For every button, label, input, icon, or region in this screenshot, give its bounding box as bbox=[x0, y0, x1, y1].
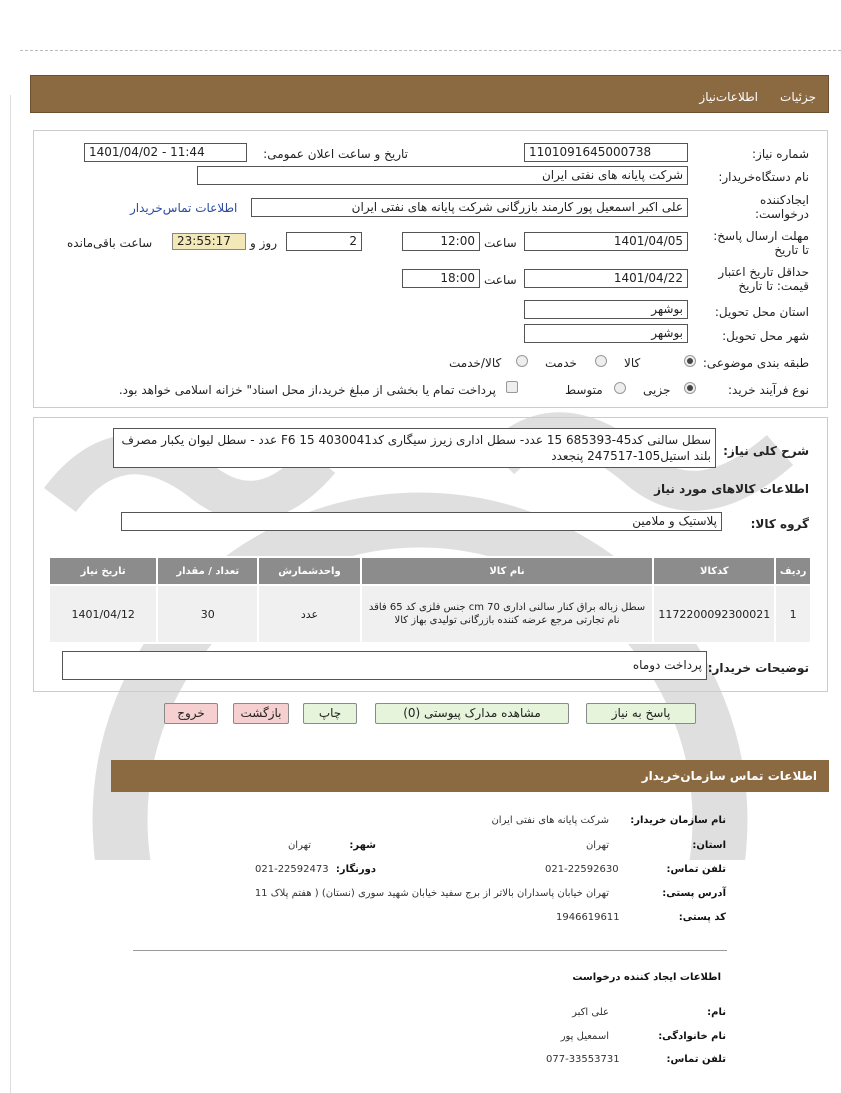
goods-table bbox=[48, 556, 812, 644]
validity-time-label: ساعت bbox=[484, 273, 517, 287]
creator-field: علی اکبر اسمعیل پور کارمند بازرگانی شرکت پایانه های نفتی ایران bbox=[251, 198, 688, 217]
reply-button[interactable]: پاسخ به نیاز bbox=[586, 703, 696, 724]
table-row bbox=[49, 585, 811, 643]
goods-info-title: اطلاعات کالاهای مورد نیاز bbox=[654, 482, 809, 496]
category-label: طبقه بندی موضوعی: bbox=[702, 356, 809, 370]
tab-details[interactable]: جزئیات bbox=[780, 90, 816, 104]
col-name: نام کالا bbox=[361, 557, 654, 585]
general-desc-label: شرح کلی نیاز: bbox=[723, 444, 809, 458]
creator-family-label: نام خانوادگی: bbox=[658, 1031, 726, 1042]
creator-label: ایجادکننده درخواست: bbox=[755, 193, 809, 221]
need-number-field: 1101091645000738 bbox=[524, 143, 688, 162]
back-button[interactable]: بازگشت bbox=[233, 703, 289, 724]
org-field: شرکت پایانه های نفتی ایران bbox=[197, 166, 688, 185]
category-service-radio[interactable] bbox=[595, 355, 607, 367]
exit-button[interactable]: خروج bbox=[164, 703, 218, 724]
process-partial-radio[interactable] bbox=[684, 382, 696, 394]
treasury-payment-checkbox[interactable] bbox=[506, 381, 518, 393]
province-label: استان محل تحویل: bbox=[714, 305, 809, 319]
process-label: نوع فرآیند خرید: bbox=[728, 383, 809, 397]
category-goods-radio[interactable] bbox=[684, 355, 696, 367]
contact-phone-label: تلفن تماس: bbox=[666, 864, 726, 875]
print-button[interactable]: چاپ bbox=[303, 703, 357, 724]
contact-org: شرکت پایانه های نفتی ایران bbox=[491, 815, 609, 826]
validity-label: حداقل تاریخ اعتبار قیمت: تا تاریخ bbox=[718, 265, 809, 293]
province-field: بوشهر bbox=[524, 300, 688, 319]
cell-row: 1 bbox=[775, 585, 811, 643]
creator-info-title: اطلاعات ایجاد کننده درخواست bbox=[572, 972, 721, 983]
creator-name-label: نام: bbox=[707, 1007, 726, 1018]
contact-header-title: اطلاعات تماس سازمان‌خریدار bbox=[641, 769, 817, 783]
category-both-label: کالا/خدمت bbox=[449, 356, 502, 370]
contact-city-label: شهر: bbox=[349, 840, 376, 851]
process-partial-label: جزیی bbox=[643, 383, 671, 397]
contact-org-label: نام سازمان خریدار: bbox=[630, 815, 726, 826]
validity-date-field: 1401/04/22 bbox=[524, 269, 688, 288]
goods-group-field: پلاستیک و ملامین bbox=[121, 512, 722, 531]
buyer-notes-label: توضیحات خریدار: bbox=[707, 661, 809, 675]
contact-postal: 1946619611 bbox=[556, 912, 620, 923]
contact-postal-label: کد پستی: bbox=[678, 912, 726, 923]
top-divider bbox=[20, 50, 841, 51]
remaining-timer: 23:55:17 bbox=[172, 233, 246, 250]
col-date: تاریخ نیاز bbox=[49, 557, 157, 585]
creator-phone-label: تلفن تماس: bbox=[666, 1054, 726, 1065]
general-desc-field: سطل سالنی کد45-685393 15 عدد- سطل اداری زیرز سیگاری کد4030041 F6 15 عدد - سطل لیوان یکبار مصرف بلند استیل105-247517 پنجعدد bbox=[113, 428, 716, 468]
category-both-radio[interactable] bbox=[516, 355, 528, 367]
creator-name: علی اکبر bbox=[572, 1007, 609, 1018]
contact-province: تهران bbox=[585, 840, 609, 851]
days-label: روز و bbox=[250, 236, 277, 250]
cell-unit: عدد bbox=[258, 585, 360, 643]
treasury-payment-note: پرداخت تمام یا بخشی از مبلغ خرید،از محل اسناد" خزانه اسلامی خواهد بود. bbox=[118, 383, 496, 397]
cell-name: سطل زباله براق کنار سالنی اداری 70 cm جنس فلزی کد 65 فاقد نام تجارتی مرجع عرضه کننده بازرگانی تولیدی بهاز کالا bbox=[361, 585, 654, 643]
buyer-contact-link[interactable]: اطلاعات تماس‌خریدار bbox=[130, 201, 238, 215]
buyer-notes-field: پرداخت دوماه bbox=[62, 651, 707, 680]
contact-city: تهران bbox=[287, 840, 311, 851]
view-attachments-button[interactable]: مشاهده مدارک پیوستی (0) bbox=[375, 703, 569, 724]
category-service-label: خدمت bbox=[545, 356, 577, 370]
goods-group-label: گروه کالا: bbox=[750, 517, 809, 531]
process-medium-radio[interactable] bbox=[614, 382, 626, 394]
contact-phone: 021-22592630 bbox=[545, 864, 619, 875]
tab-bar bbox=[30, 75, 829, 113]
announce-label: تاریخ و ساعت اعلان عمومی: bbox=[263, 147, 408, 161]
col-row: ردیف bbox=[775, 557, 811, 585]
cell-code: 1172200092300021 bbox=[653, 585, 775, 643]
announce-field: 1401/04/02 - 11:44 bbox=[84, 143, 247, 162]
contact-divider bbox=[133, 950, 727, 951]
deadline-date-field: 1401/04/05 bbox=[524, 232, 688, 251]
contact-province-label: استان: bbox=[692, 840, 726, 851]
col-qty: تعداد / مقدار bbox=[157, 557, 258, 585]
category-goods-label: کالا bbox=[624, 356, 641, 370]
city-field: بوشهر bbox=[524, 324, 688, 343]
deadline-time-field: 12:00 bbox=[402, 232, 480, 251]
contact-address-label: آدرس پستی: bbox=[662, 888, 726, 899]
cell-qty: 30 bbox=[157, 585, 258, 643]
col-code: کدکالا bbox=[653, 557, 775, 585]
contact-address: تهران خیابان پاسداران بالاتر از برج سفید خیابان شهید سوری (نستان) ( هفتم پلاک 11 bbox=[254, 888, 609, 899]
contact-fax: 021-22592473 bbox=[255, 864, 329, 875]
validity-time-field: 18:00 bbox=[402, 269, 480, 288]
city-label: شهر محل تحویل: bbox=[722, 329, 809, 343]
contact-header bbox=[111, 760, 829, 792]
org-label: نام دستگاه‌خریدار: bbox=[718, 170, 809, 184]
remaining-label: ساعت باقی‌مانده bbox=[67, 236, 153, 250]
days-field: 2 bbox=[286, 232, 362, 251]
cell-date: 1401/04/12 bbox=[49, 585, 157, 643]
col-unit: واحدشمارش bbox=[258, 557, 360, 585]
process-medium-label: متوسط bbox=[565, 383, 603, 397]
need-number-label: شماره نیاز: bbox=[752, 147, 809, 161]
creator-phone: 077-33553731 bbox=[546, 1054, 620, 1065]
tab-need-info[interactable]: اطلاعات‌نیاز bbox=[699, 90, 758, 104]
creator-family: اسمعیل پور bbox=[560, 1031, 609, 1042]
deadline-time-label: ساعت bbox=[484, 236, 517, 250]
contact-fax-label: دورنگار: bbox=[335, 864, 376, 875]
deadline-label: مهلت ارسال پاسخ: تا تاریخ bbox=[713, 229, 809, 257]
